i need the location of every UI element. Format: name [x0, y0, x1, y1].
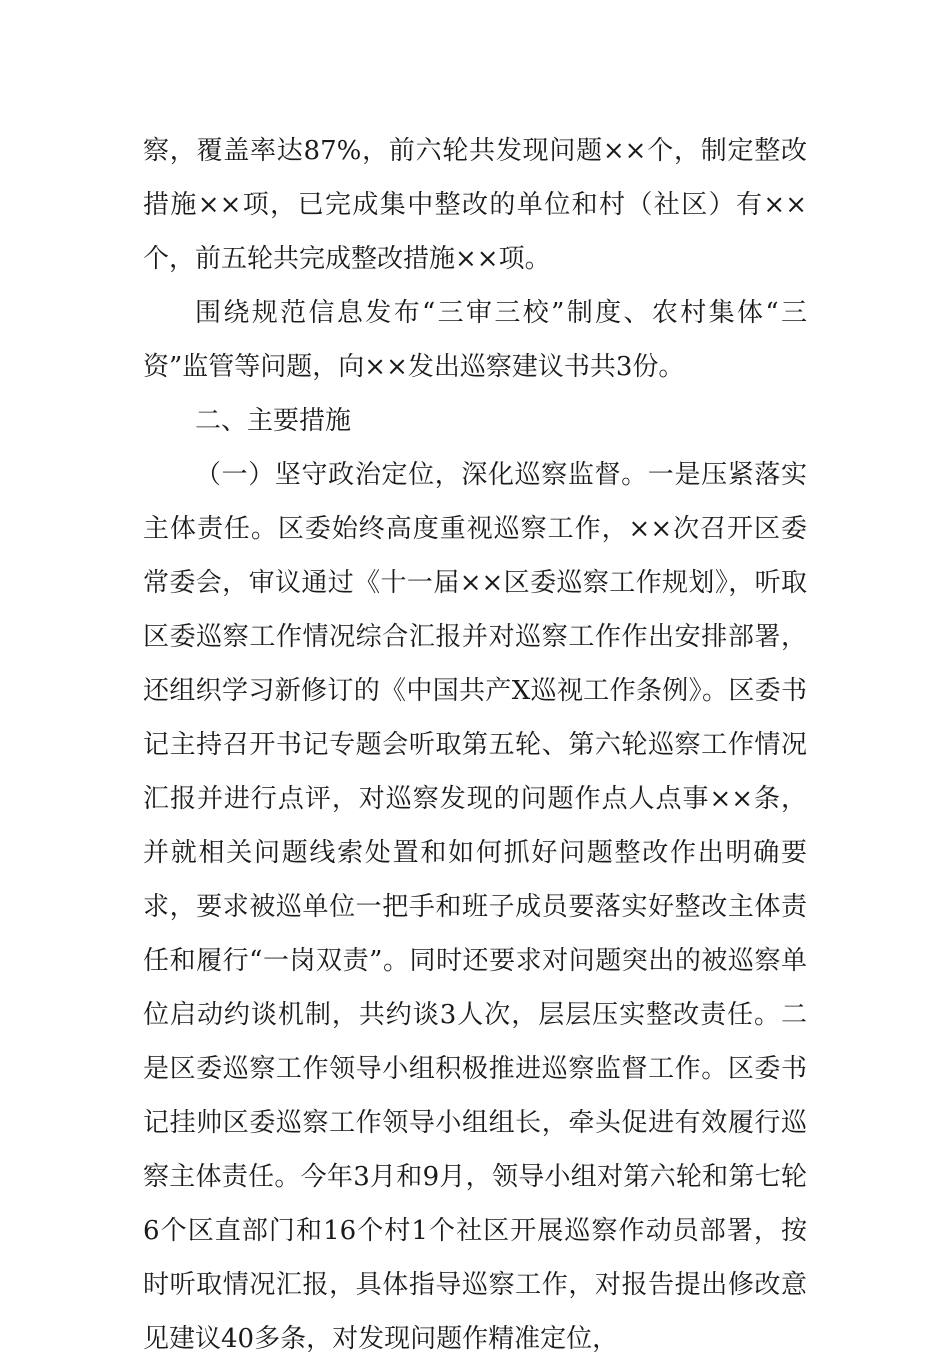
- section-heading-main-measures: 二、主要措施: [195, 406, 352, 436]
- document-body: [143, 124, 807, 1366]
- paragraph-political-positioning: （一）坚守政治定位，深化巡察监督。一是压紧落实主体责任。区委始终高度重视巡察工作，××次召开区委常委会，审议通过《十一届××区委巡察工作规划》，听取区委巡察工作情况综合汇报并对巡察工作作出安排部署，还组织学习新修订的《中国共产X巡视工作条例》。区委书记主持召开书记专题会听取第五轮、第六轮巡察工作情况汇报并进行点评，对巡察发现的问题作点人点事××条，并就相关问题线索处置和如何抓好问题整改作出明确要求，要求被巡单位一把手和班子成员要落实好整改主体责任和履行“一岗双责”。同时还要求对问题突出的被巡察单位启动约谈机制，共约谈3人次，层层压实整改责任。二是区委巡察工作领导小组积极推进巡察监督工作。区委书记挂帅区委巡察工作领导小组组长，牵头促进有效履行巡察主体责任。今年3月和9月，领导小组对第六轮和第七轮6个区直部门和16个村1个社区开展巡察作动员部署，按时听取情况汇报，具体指导巡察工作，对报告提出修改意见建议40多条，对发现问题作精准定位，: [143, 460, 807, 1354]
- paragraph-recommendations: 围绕规范信息发布“三审三校”制度、农村集体“三资”监管等问题，向××发出巡察建议书共3份。: [143, 298, 807, 382]
- paragraph-coverage-summary: 察，覆盖率达87%，前六轮共发现问题××个，制定整改措施××项，已完成集中整改的单位和村（社区）有××个，前五轮共完成整改措施××项。: [143, 136, 807, 274]
